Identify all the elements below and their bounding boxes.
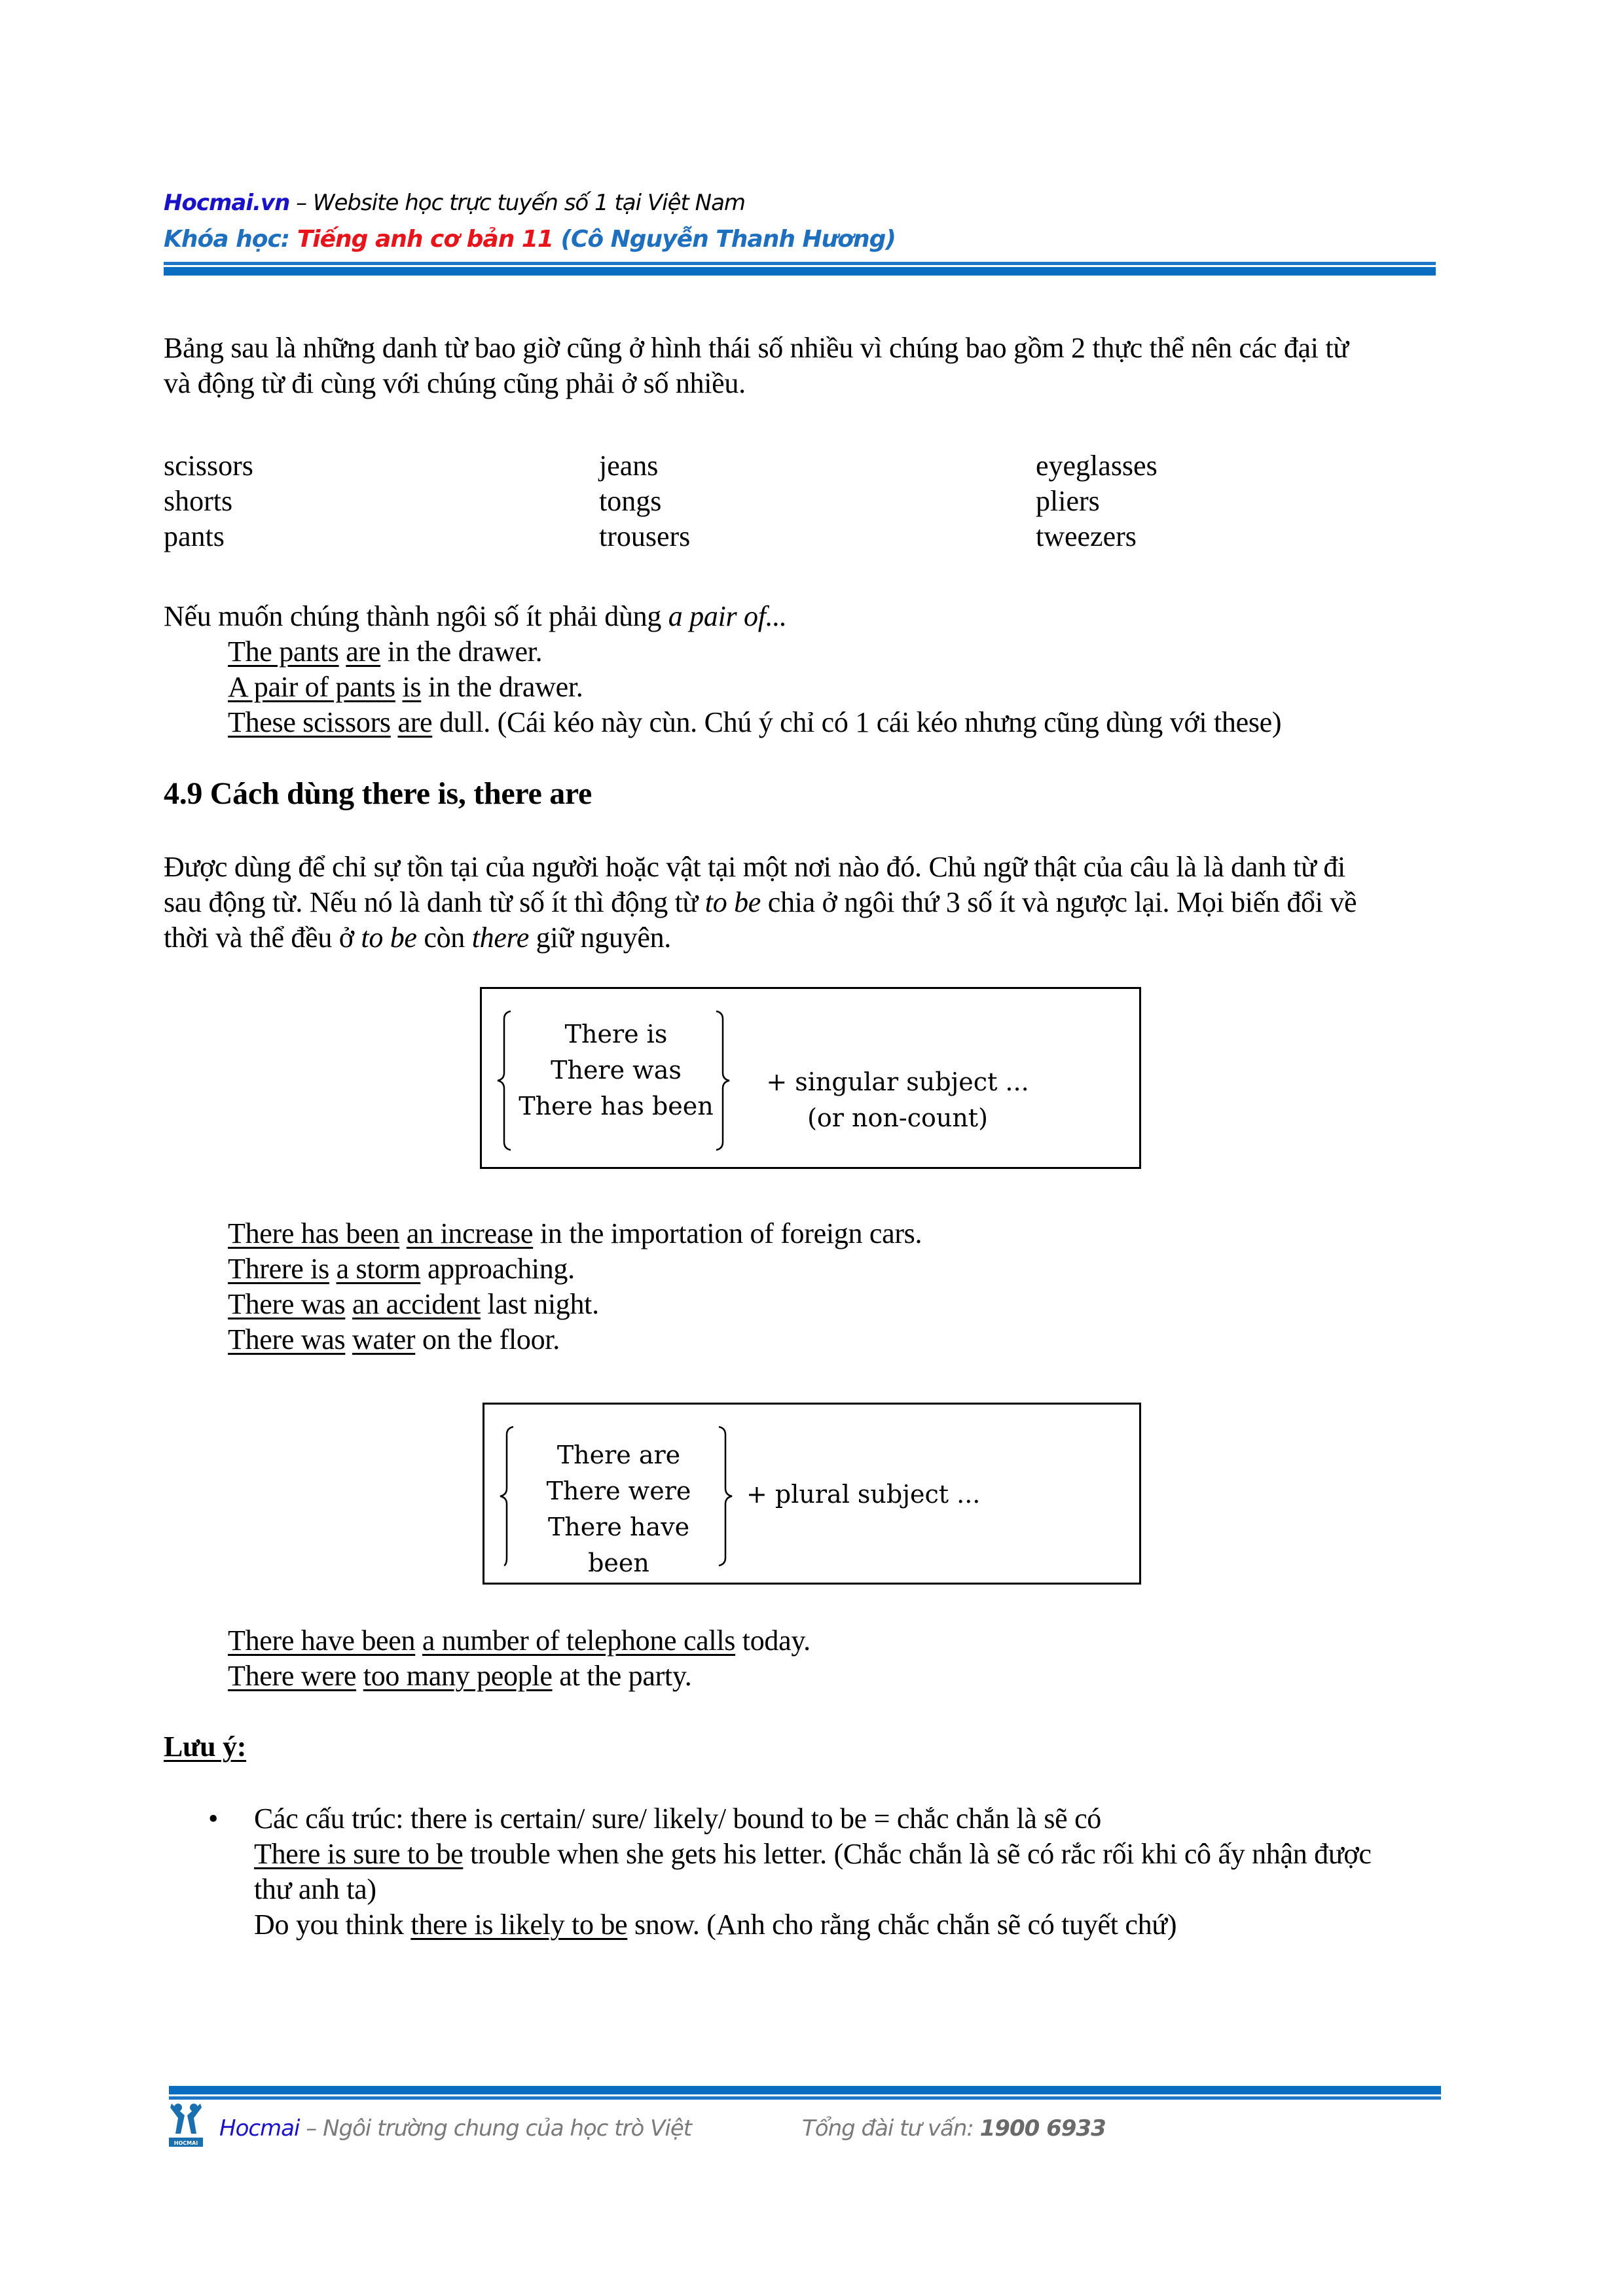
example-subject: a storm — [336, 1253, 421, 1285]
example-subject: an accident — [352, 1288, 481, 1320]
example-rest: last night. — [480, 1288, 599, 1320]
example-phrase: There was — [228, 1323, 346, 1355]
header-course-line — [164, 226, 896, 253]
svg-text:HOCMAI: HOCMAI — [173, 2140, 198, 2146]
singular-forms — [518, 1016, 714, 1124]
intro-line-2: và động từ đi cùng với chúng cũng phải ở số nhiều. — [164, 367, 746, 399]
footer-slogan: – Ngôi trường chung của học trò Việt — [299, 2115, 692, 2142]
form-item: There were — [546, 1477, 691, 1505]
footer-divider-thick — [169, 2086, 1441, 2094]
form-item: There has been — [519, 1092, 714, 1121]
rhs-line: (or non-count) — [807, 1103, 988, 1132]
form-item: There was — [551, 1056, 682, 1085]
noun-item: scissors — [164, 450, 253, 482]
pair-of-intro — [164, 599, 787, 634]
example-phrase: There were — [228, 1660, 357, 1692]
pair-of-example — [228, 634, 542, 670]
rhs-line: + singular subject ... — [766, 1067, 1029, 1096]
noun-item: trousers — [599, 520, 691, 552]
footer-brand-link[interactable]: Hocmai — [219, 2115, 300, 2142]
noun-item: pliers — [1036, 485, 1100, 517]
header-divider-thin — [164, 262, 1436, 265]
course-name: Tiếng anh cơ bản 11 — [297, 226, 553, 253]
example-verb: are — [346, 636, 381, 668]
example-subject: The pants — [228, 636, 339, 668]
noun-item: pants — [164, 520, 225, 552]
noun-column-1 — [164, 448, 253, 554]
text-italic: there — [471, 922, 529, 954]
example-rest: today. — [735, 1624, 811, 1657]
plural-structure-box — [483, 1403, 1141, 1585]
noun-item: tweezers — [1036, 520, 1137, 552]
hotline-number[interactable]: 1900 6933 — [979, 2115, 1106, 2142]
course-teacher: (Cô Nguyễn Thanh Hương) — [553, 226, 896, 253]
hocmai-logo-icon — [169, 2101, 203, 2148]
noun-item: tongs — [599, 485, 662, 517]
plural-example — [228, 1659, 691, 1694]
example-subject: too many people — [363, 1660, 553, 1692]
singular-example — [228, 1322, 560, 1357]
section-title: 4.9 Cách dùng there is, there are — [164, 776, 593, 811]
form-item: There is — [564, 1020, 668, 1049]
section-para-line-3 — [164, 920, 671, 956]
text: thời và thể đều ở — [164, 922, 361, 954]
text-italic: to be — [704, 886, 761, 918]
singular-structure-box — [480, 987, 1141, 1169]
course-label: Khóa học: — [164, 226, 297, 253]
section-para-line-2 — [164, 885, 1357, 920]
form-item: There are — [556, 1441, 681, 1469]
text: giữ nguyên. — [528, 922, 671, 954]
note-example-2 — [254, 1907, 1176, 1943]
hotline-label: Tổng đài tư vấn: — [802, 2115, 980, 2142]
singular-example — [228, 1287, 599, 1322]
right-brace-icon — [714, 1426, 733, 1567]
example-subject: A pair of pants — [228, 671, 395, 703]
example-rest: in the importation of foreign cars. — [533, 1217, 922, 1249]
example-rest: in the drawer. — [380, 636, 543, 668]
example-subject: water — [352, 1323, 416, 1355]
example-subject: a number of telephone calls — [422, 1624, 736, 1657]
example-rest: approaching. — [420, 1253, 575, 1285]
noun-column-3 — [1036, 448, 1158, 554]
noun-item: shorts — [164, 485, 233, 517]
example-subject: an increase — [406, 1217, 534, 1249]
plural-forms — [520, 1437, 717, 1581]
example-pre: Do you think — [254, 1909, 411, 1941]
text-italic: to be — [361, 922, 417, 954]
footer-hotline — [802, 2115, 1106, 2142]
example-verb: is — [402, 671, 422, 703]
plural-rhs — [746, 1477, 1021, 1513]
pair-of-intro-italic: a pair of... — [668, 600, 787, 632]
header-site-line — [164, 190, 745, 216]
pair-of-example — [228, 670, 583, 705]
text: chia ở ngôi thứ 3 số ít và ngược lại. Mọi biến đổi về — [761, 886, 1357, 918]
text: sau động từ. Nếu nó là danh từ số ít thì động từ — [164, 886, 705, 918]
noun-item: eyeglasses — [1036, 450, 1158, 482]
site-tagline: – Website học trực tuyến số 1 tại Việt Nam — [289, 190, 746, 216]
rhs-line: + plural subject ... — [746, 1480, 981, 1509]
example-phrase: There is sure to be — [254, 1838, 464, 1870]
header-divider-thick — [164, 267, 1436, 276]
bullet-icon: • — [208, 1803, 219, 1835]
footer-divider-thin — [169, 2096, 1441, 2100]
example-phrase: There has been — [228, 1217, 400, 1249]
right-brace-icon — [711, 1010, 731, 1151]
pair-of-intro-text: Nếu muốn chúng thành ngôi số ít phải dùng — [164, 600, 668, 632]
example-verb: are — [397, 706, 433, 738]
example-rest: dull. (Cái kéo này cùn. Chú ý chỉ có 1 cái kéo nhưng cũng dùng với these) — [432, 706, 1282, 738]
site-brand-link[interactable]: Hocmai.vn — [164, 190, 290, 216]
intro-line-1: Bảng sau là những danh từ bao giờ cũng ở hình thái số nhiều vì chúng bao gồm 2 thực thể nên các đại từ — [164, 332, 1349, 364]
example-rest: at the party. — [552, 1660, 692, 1692]
plural-example — [228, 1623, 811, 1659]
example-phrase: Threre is — [228, 1253, 329, 1285]
left-brace-icon — [499, 1426, 519, 1567]
example-subject: These scissors — [228, 706, 391, 738]
note-title: Lưu ý: — [164, 1731, 247, 1763]
noun-column-2 — [599, 448, 690, 554]
footer-slogan-line — [219, 2115, 691, 2142]
example-rest: in the drawer. — [421, 671, 583, 703]
noun-item: jeans — [599, 450, 659, 482]
singular-example — [228, 1216, 922, 1251]
singular-rhs — [744, 1064, 1051, 1136]
pair-of-example — [228, 705, 1281, 740]
section-para-line-1: Được dùng để chỉ sự tồn tại của người hoặc vật tại một nơi nào đó. Chủ ngữ thật của câu là là danh từ đi — [164, 851, 1345, 883]
text: còn — [416, 922, 472, 954]
example-rest: snow. (Anh cho rằng chắc chắn sẽ có tuyết chứ) — [627, 1909, 1177, 1941]
example-phrase: There was — [228, 1288, 346, 1320]
example-rest: on the floor. — [415, 1323, 560, 1355]
note-example-1 — [254, 1837, 1372, 1872]
example-rest: trouble when she gets his letter. (Chắc chắn là sẽ có rắc rối khi cô ấy nhận được — [463, 1838, 1372, 1870]
example-phrase: There have been — [228, 1624, 416, 1657]
form-item: There have been — [547, 1513, 690, 1577]
note-structure: Các cấu trúc: there is certain/ sure/ likely/ bound to be = chắc chắn là sẽ có — [254, 1803, 1102, 1835]
singular-example — [228, 1251, 575, 1287]
example-phrase: there is likely to be — [410, 1909, 628, 1941]
note-example-1-cont: thư anh ta) — [254, 1873, 376, 1905]
left-brace-icon — [496, 1010, 516, 1151]
